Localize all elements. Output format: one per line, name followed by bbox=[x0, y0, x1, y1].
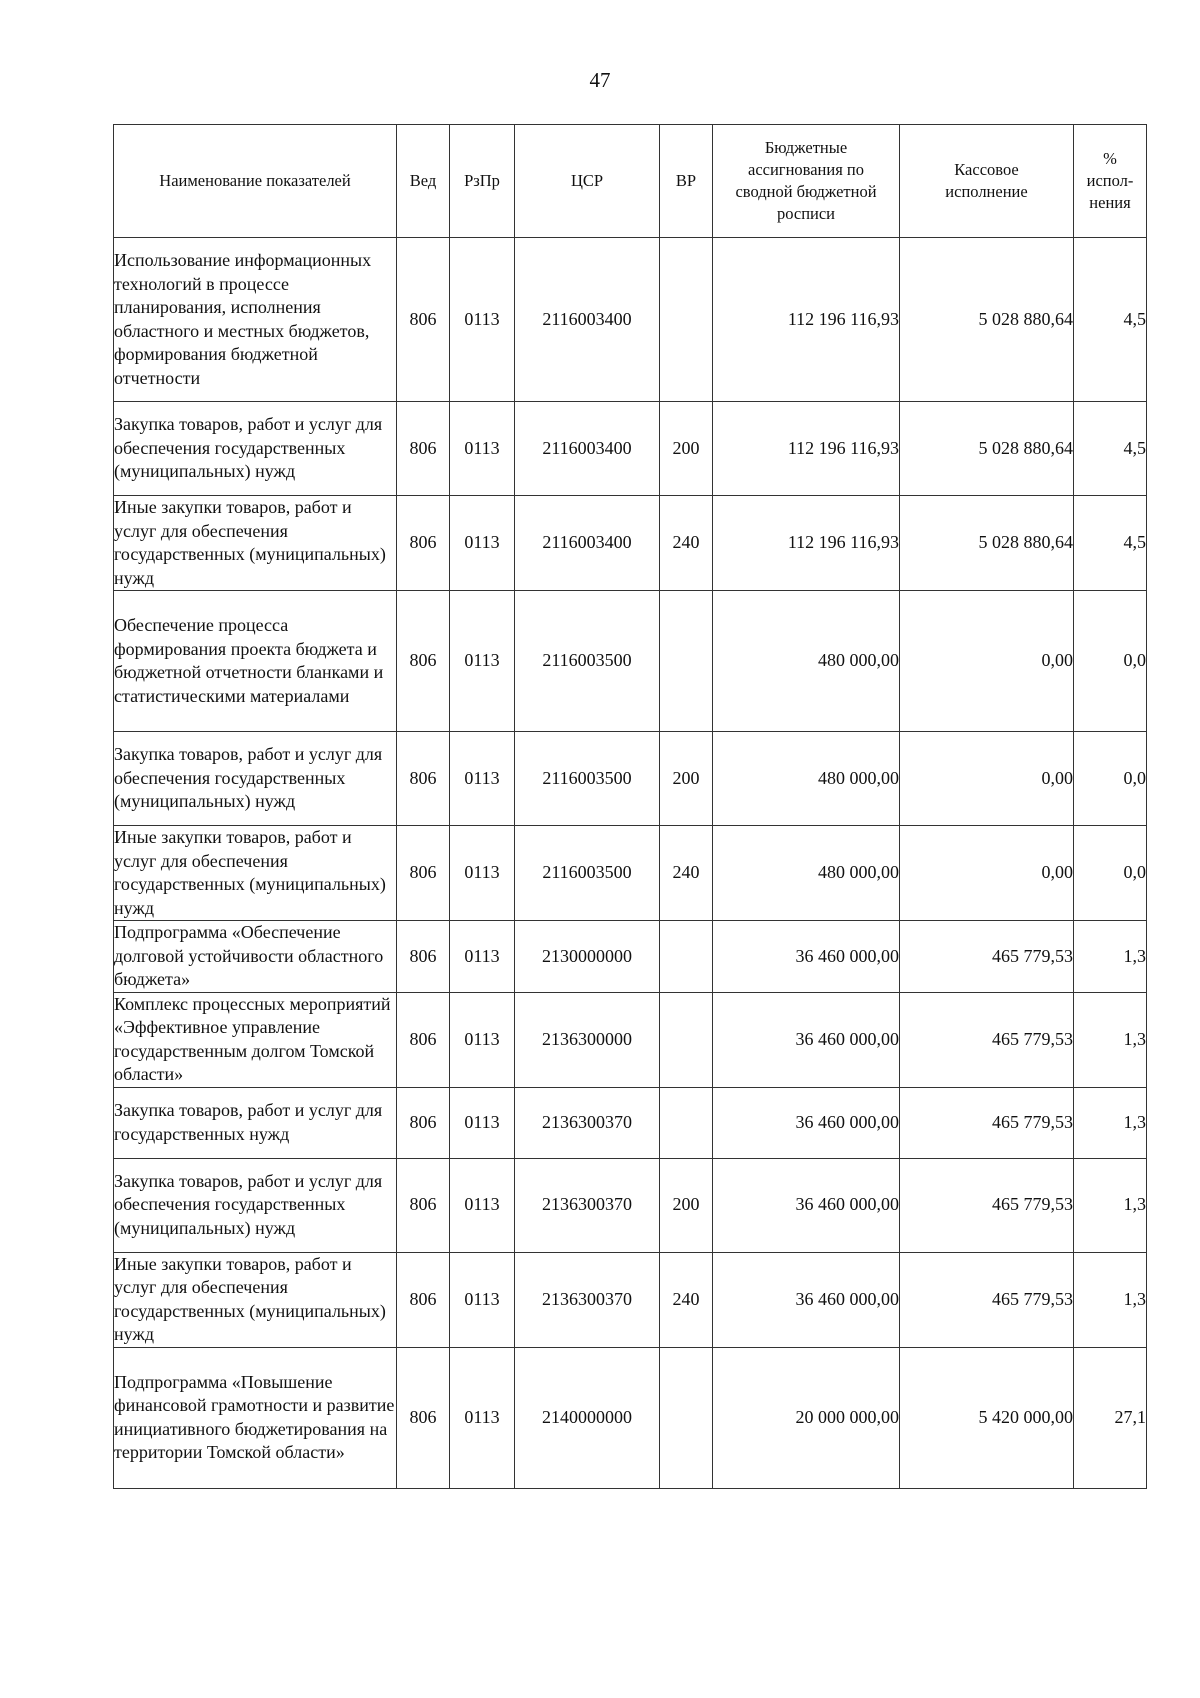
row-ved: 806 bbox=[397, 1158, 450, 1252]
row-budget: 36 460 000,00 bbox=[713, 1158, 900, 1252]
table-row bbox=[114, 496, 1147, 591]
header-cash: Кассовое исполнение bbox=[900, 125, 1074, 238]
table-header-row bbox=[114, 125, 1147, 238]
row-vr bbox=[660, 921, 713, 993]
row-csr: 2116003400 bbox=[515, 238, 660, 402]
row-ved: 806 bbox=[397, 1087, 450, 1158]
header-csr: ЦСР bbox=[515, 125, 660, 238]
row-budget: 36 460 000,00 bbox=[713, 1087, 900, 1158]
row-rzpr: 0113 bbox=[450, 826, 515, 921]
row-name: Иные закупки товаров, работ и услуг для обеспечения государственных (муниципальных) нужд bbox=[114, 826, 397, 921]
table-row bbox=[114, 732, 1147, 826]
row-budget: 480 000,00 bbox=[713, 591, 900, 732]
row-pct: 27,1 bbox=[1074, 1347, 1147, 1488]
row-name: Закупка товаров, работ и услуг для государственных нужд bbox=[114, 1087, 397, 1158]
row-budget: 36 460 000,00 bbox=[713, 992, 900, 1087]
row-ved: 806 bbox=[397, 826, 450, 921]
row-ved: 806 bbox=[397, 402, 450, 496]
row-name: Подпрограмма «Обеспечение долговой устойчивости областного бюджета» bbox=[114, 921, 397, 993]
row-cash: 465 779,53 bbox=[900, 992, 1074, 1087]
row-csr: 2130000000 bbox=[515, 921, 660, 993]
row-budget: 36 460 000,00 bbox=[713, 921, 900, 993]
table-row bbox=[114, 1087, 1147, 1158]
row-vr bbox=[660, 992, 713, 1087]
row-rzpr: 0113 bbox=[450, 238, 515, 402]
row-name: Закупка товаров, работ и услуг для обеспечения государственных (муниципальных) нужд bbox=[114, 732, 397, 826]
row-name: Подпрограмма «Повышение финансовой грамотности и развитие инициативного бюджетирования на территории Томской области» bbox=[114, 1347, 397, 1488]
page-number: 47 bbox=[589, 68, 611, 92]
table-row bbox=[114, 1252, 1147, 1347]
row-cash: 0,00 bbox=[900, 732, 1074, 826]
row-name: Комплекс процессных мероприятий «Эффективное управление государственным долгом Томской области» bbox=[114, 992, 397, 1087]
row-vr bbox=[660, 591, 713, 732]
row-csr: 2116003500 bbox=[515, 591, 660, 732]
header-rzpr: РзПр bbox=[450, 125, 515, 238]
table-row bbox=[114, 402, 1147, 496]
row-rzpr: 0113 bbox=[450, 1347, 515, 1488]
row-rzpr: 0113 bbox=[450, 921, 515, 993]
row-vr: 240 bbox=[660, 826, 713, 921]
row-pct: 1,3 bbox=[1074, 1158, 1147, 1252]
table-row bbox=[114, 1347, 1147, 1488]
row-name: Закупка товаров, работ и услуг для обеспечения государственных (муниципальных) нужд bbox=[114, 402, 397, 496]
row-vr bbox=[660, 238, 713, 402]
table-row bbox=[114, 826, 1147, 921]
header-vr: ВР bbox=[660, 125, 713, 238]
row-budget: 36 460 000,00 bbox=[713, 1252, 900, 1347]
row-ved: 806 bbox=[397, 992, 450, 1087]
row-name: Обеспечение процесса формирования проекта бюджета и бюджетной отчетности бланками и статистическими материалами bbox=[114, 591, 397, 732]
row-budget: 480 000,00 bbox=[713, 732, 900, 826]
row-name: Иные закупки товаров, работ и услуг для обеспечения государственных (муниципальных) нужд bbox=[114, 1252, 397, 1347]
row-cash: 0,00 bbox=[900, 826, 1074, 921]
row-ved: 806 bbox=[397, 1252, 450, 1347]
row-pct: 1,3 bbox=[1074, 992, 1147, 1087]
row-rzpr: 0113 bbox=[450, 402, 515, 496]
row-vr: 200 bbox=[660, 732, 713, 826]
row-name: Закупка товаров, работ и услуг для обеспечения государственных (муниципальных) нужд bbox=[114, 1158, 397, 1252]
header-pct: % испол-нения bbox=[1074, 125, 1147, 238]
row-vr: 200 bbox=[660, 402, 713, 496]
row-pct: 1,3 bbox=[1074, 921, 1147, 993]
row-rzpr: 0113 bbox=[450, 591, 515, 732]
row-pct: 1,3 bbox=[1074, 1252, 1147, 1347]
row-ved: 806 bbox=[397, 732, 450, 826]
header-budget: Бюджетные ассигнования по сводной бюджетной росписи bbox=[713, 125, 900, 238]
row-pct: 1,3 bbox=[1074, 1087, 1147, 1158]
row-cash: 465 779,53 bbox=[900, 1087, 1074, 1158]
row-rzpr: 0113 bbox=[450, 992, 515, 1087]
row-ved: 806 bbox=[397, 238, 450, 402]
row-rzpr: 0113 bbox=[450, 496, 515, 591]
row-pct: 4,5 bbox=[1074, 496, 1147, 591]
row-csr: 2116003400 bbox=[515, 496, 660, 591]
row-vr: 240 bbox=[660, 496, 713, 591]
row-csr: 2116003400 bbox=[515, 402, 660, 496]
table-row bbox=[114, 238, 1147, 402]
row-rzpr: 0113 bbox=[450, 1087, 515, 1158]
row-ved: 806 bbox=[397, 1347, 450, 1488]
row-ved: 806 bbox=[397, 591, 450, 732]
row-csr: 2140000000 bbox=[515, 1347, 660, 1488]
row-budget: 112 196 116,93 bbox=[713, 402, 900, 496]
row-vr: 240 bbox=[660, 1252, 713, 1347]
row-vr bbox=[660, 1347, 713, 1488]
row-csr: 2136300370 bbox=[515, 1252, 660, 1347]
row-pct: 0,0 bbox=[1074, 591, 1147, 732]
row-rzpr: 0113 bbox=[450, 1158, 515, 1252]
row-rzpr: 0113 bbox=[450, 1252, 515, 1347]
row-cash: 5 028 880,64 bbox=[900, 496, 1074, 591]
header-name: Наименование показателей bbox=[114, 125, 397, 238]
row-csr: 2136300000 bbox=[515, 992, 660, 1087]
table-row bbox=[114, 992, 1147, 1087]
row-cash: 465 779,53 bbox=[900, 1252, 1074, 1347]
row-budget: 480 000,00 bbox=[713, 826, 900, 921]
header-ved: Вед bbox=[397, 125, 450, 238]
row-cash: 5 028 880,64 bbox=[900, 238, 1074, 402]
row-name: Иные закупки товаров, работ и услуг для обеспечения государственных (муниципальных) нужд bbox=[114, 496, 397, 591]
table-row bbox=[114, 1158, 1147, 1252]
row-pct: 0,0 bbox=[1074, 732, 1147, 826]
budget-execution-table bbox=[113, 124, 1147, 1489]
row-pct: 4,5 bbox=[1074, 402, 1147, 496]
row-ved: 806 bbox=[397, 496, 450, 591]
row-pct: 4,5 bbox=[1074, 238, 1147, 402]
row-csr: 2136300370 bbox=[515, 1087, 660, 1158]
row-cash: 465 779,53 bbox=[900, 1158, 1074, 1252]
row-name: Использование информационных технологий в процессе планирования, исполнения областного и местных бюджетов, формирования бюджетной отчетности bbox=[114, 238, 397, 402]
row-rzpr: 0113 bbox=[450, 732, 515, 826]
row-cash: 5 028 880,64 bbox=[900, 402, 1074, 496]
row-cash: 0,00 bbox=[900, 591, 1074, 732]
row-ved: 806 bbox=[397, 921, 450, 993]
row-csr: 2136300370 bbox=[515, 1158, 660, 1252]
row-cash: 465 779,53 bbox=[900, 921, 1074, 993]
row-vr bbox=[660, 1087, 713, 1158]
row-cash: 5 420 000,00 bbox=[900, 1347, 1074, 1488]
row-csr: 2116003500 bbox=[515, 826, 660, 921]
row-budget: 112 196 116,93 bbox=[713, 496, 900, 591]
row-budget: 20 000 000,00 bbox=[713, 1347, 900, 1488]
row-vr: 200 bbox=[660, 1158, 713, 1252]
row-csr: 2116003500 bbox=[515, 732, 660, 826]
row-budget: 112 196 116,93 bbox=[713, 238, 900, 402]
table-row bbox=[114, 591, 1147, 732]
table-row bbox=[114, 921, 1147, 993]
row-pct: 0,0 bbox=[1074, 826, 1147, 921]
